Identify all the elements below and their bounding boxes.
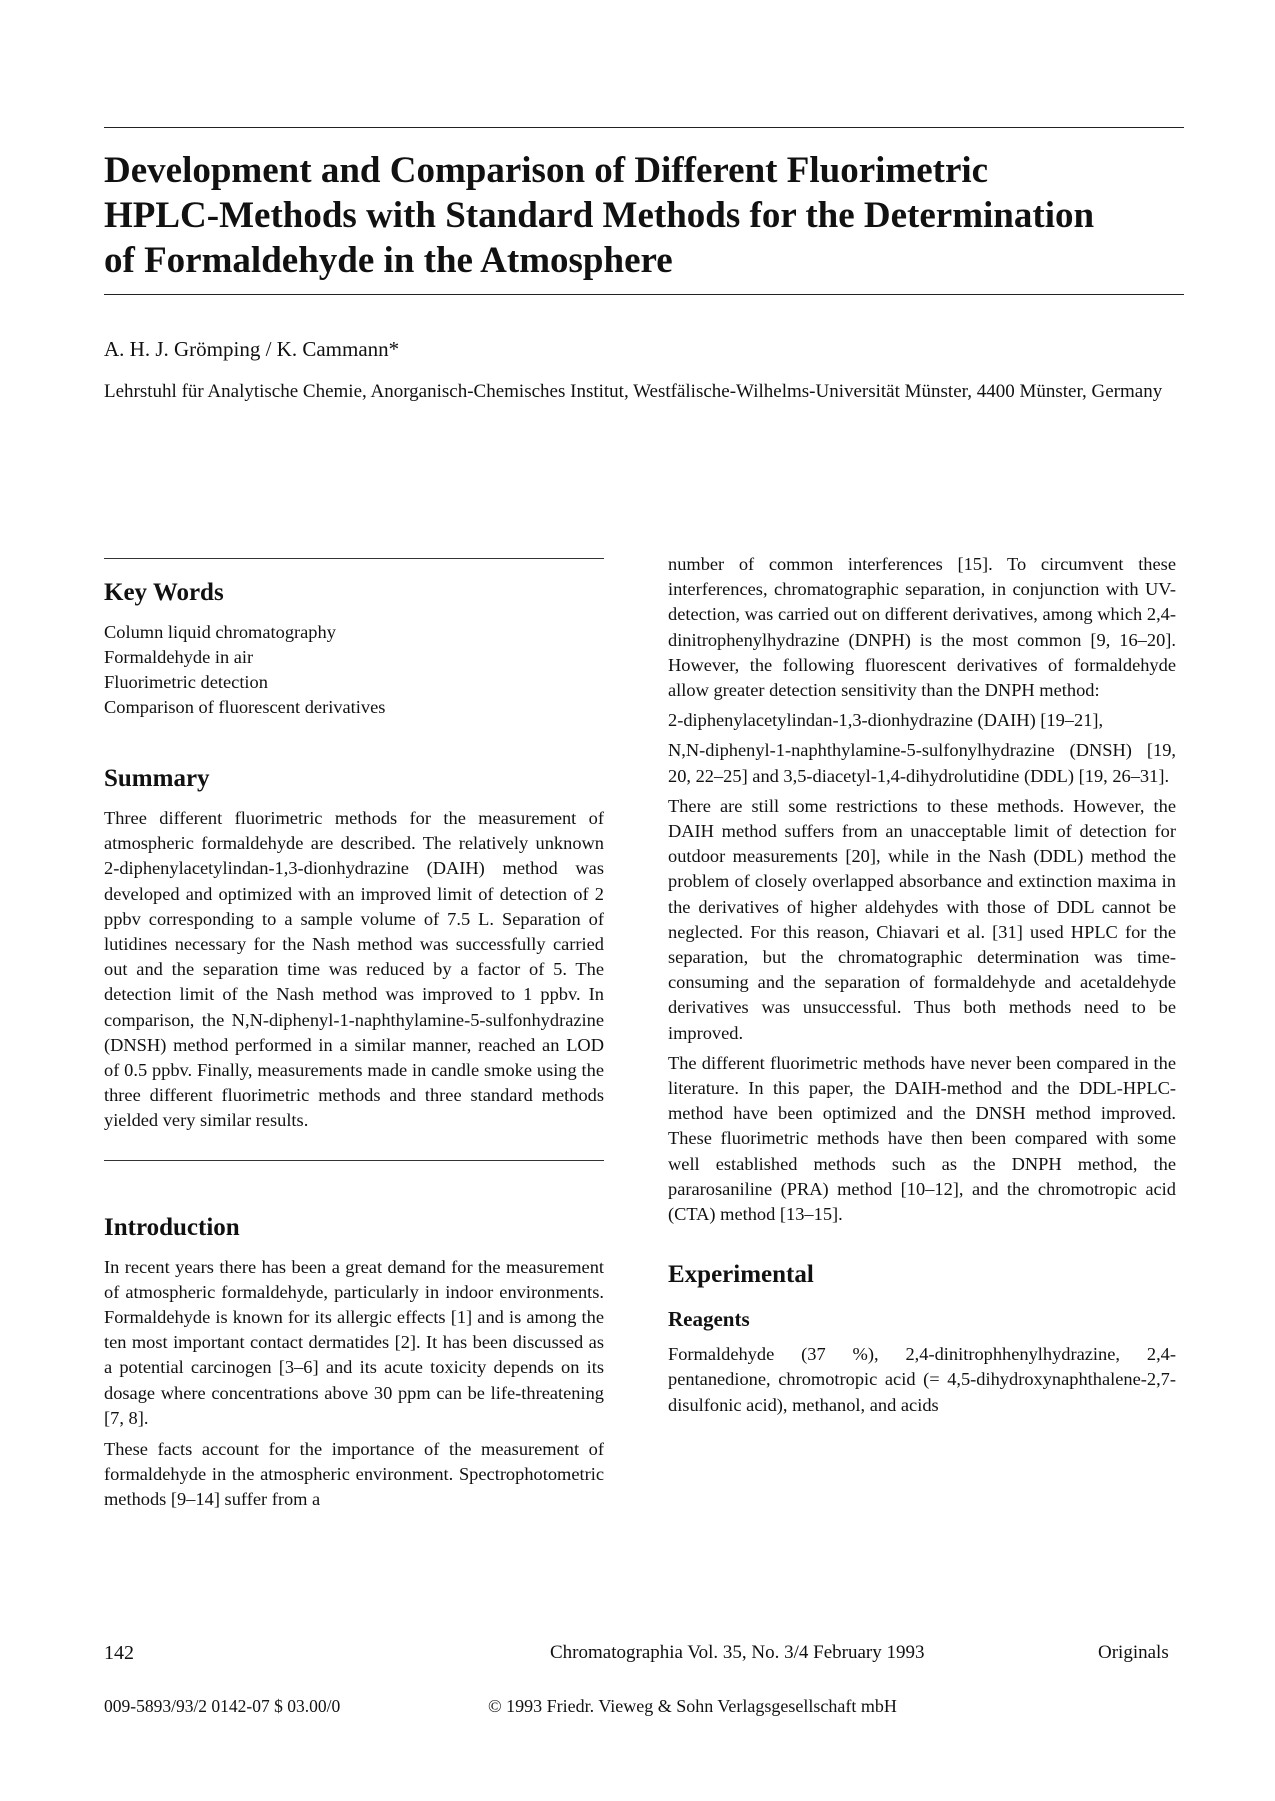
body-paragraph: number of common interferences [15]. To circumvent these interferences, chromatographic separation, in conjunction with UV-detection, was carried out on different derivatives, among which 2,4-dinitrophenylhydrazine (DNPH) is the most common [9, 16–20]. However, the following fluorescent derivatives of formaldehyde allow greater detection sensitivity than the DNPH method:: [668, 554, 1176, 701]
title-top-rule: [104, 127, 1184, 128]
introduction-paragraph: In recent years there has been a great demand for the measurement of atmospheric formaldehyde, particularly in indoor environments. Formaldehyde is known for its allergic effects [1] and is among the ten most important contact dermatides [2]. It has been discussed as a potential carcinogen [3–6] and its acute toxicity depends on its dosage where concentrations above 30 ppm can be life-threatening [7, 8].: [104, 1256, 604, 1428]
section-label: Originals: [1098, 1642, 1169, 1663]
introduction-heading: Introduction: [104, 1213, 240, 1241]
reagents-text: Formaldehyde (37 %), 2,4-dinitrophhenylhydrazine, 2,4-pentanedione, chromotropic acid (= 4,5-dihydroxynaphthalene-2,7-disulfonic acid), methanol, and acids: [668, 1344, 1176, 1415]
introduction-paragraph: These facts account for the importance of the measurement of formaldehyde in the atmospheric environment. Spectrophotometric methods [9–14] suffer from a: [104, 1439, 604, 1510]
affiliation: Lehrstuhl für Analytische Chemie, Anorganisch-Chemisches Institut, Westfälische-Wilhelms-Universität Münster, 4400 Münster, Germany: [104, 381, 1163, 402]
left-column: [104, 578, 604, 1513]
keyword-item: Fluorimetric detection: [104, 672, 268, 692]
page-number: 142: [104, 1642, 134, 1664]
article-code: 009-5893/93/2 0142-07 $ 03.00/0: [104, 1696, 341, 1716]
keyword-item: Column liquid chromatography: [104, 622, 336, 642]
copyright-notice: © 1993 Friedr. Vieweg & Sohn Verlagsgesellschaft mbH: [488, 1696, 897, 1716]
right-column: [668, 552, 1176, 1418]
summary-heading: Summary: [104, 765, 210, 792]
authors: A. H. J. Grömping / K. Cammann*: [104, 337, 400, 361]
journal-citation: Chromatographia Vol. 35, No. 3/4 February 1993: [550, 1642, 925, 1663]
title-line: Development and Comparison of Different Fluorimetric: [104, 150, 989, 191]
summary-text: Three different fluorimetric methods for the measurement of atmospheric formaldehyde are described. The relatively unknown 2-diphenylacetylindan-1,3-dionhydrazine (DAIH) method was developed and optimized with an improved limit of detection of 2 ppbv corresponding to a sample volume of 7.5 L. Separation of lutidines necessary for the Nash method was successfully carried out and the separation time was reduced by a factor of 5. The detection limit of the Nash method was improved to 1 ppbv. In comparison, the N,N-diphenyl-1-naphthylamine-5-sulfonhydrazine (DNSH) method performed in a similar manner, reached an LOD of 0.5 ppbv. Finally, measurements made in candle smoke using the three different fluorimetric methods and three standard methods yielded very similar results.: [104, 808, 604, 1131]
experimental-heading: Experimental: [668, 1261, 814, 1289]
keyword-item: Formaldehyde in air: [104, 647, 254, 667]
paper-title: [104, 148, 1184, 283]
derivative-entry: N,N-diphenyl-1-naphthylamine-5-sulfonylhydrazine (DNSH) [19, 20, 22–25] and 3,5-diacetyl-1,4-dihydrolutidine (DDL) [19, 26–31].: [668, 740, 1176, 786]
keyword-item: Comparison of fluorescent derivatives: [104, 697, 386, 717]
body-paragraph: There are still some restrictions to these methods. However, the DAIH method suffers from an unacceptable limit of detection for outdoor measurements [20], while in the Nash (DDL) method the problem of closely overlapped absorbance and extinction maxima in the derivatives of higher aldehydes with those of DDL cannot be neglected. For this reason, Chiavari et al. [31] used HPLC for the separation, but the chromatographic determination was time-consuming and the separation of formaldehyde and acetaldehyde derivatives was unsuccessful. Thus both methods need to be improved.: [668, 795, 1176, 1043]
title-bottom-rule: [104, 294, 1184, 295]
reagents-heading: Reagents: [668, 1307, 750, 1332]
keywords-heading: Key Words: [104, 579, 224, 606]
body-paragraph: The different fluorimetric methods have never been compared in the literature. In this paper, the DAIH-method and the DDL-HPLC-method have been optimized and the DNSH method improved. These fluorimetric methods have then been compared with some well established methods such as the DNPH method, the pararosaniline (PRA) method [10–12], and the chromotropic acid (CTA) method [13–15].: [668, 1052, 1176, 1225]
title-line: of Formaldehyde in the Atmosphere: [104, 240, 673, 281]
keywords-top-rule: [104, 558, 604, 559]
derivative-entry: 2-diphenylacetylindan-1,3-dionhydrazine (DAIH) [19–21],: [668, 710, 1104, 731]
title-line: HPLC-Methods with Standard Methods for the Determination: [104, 195, 1095, 236]
